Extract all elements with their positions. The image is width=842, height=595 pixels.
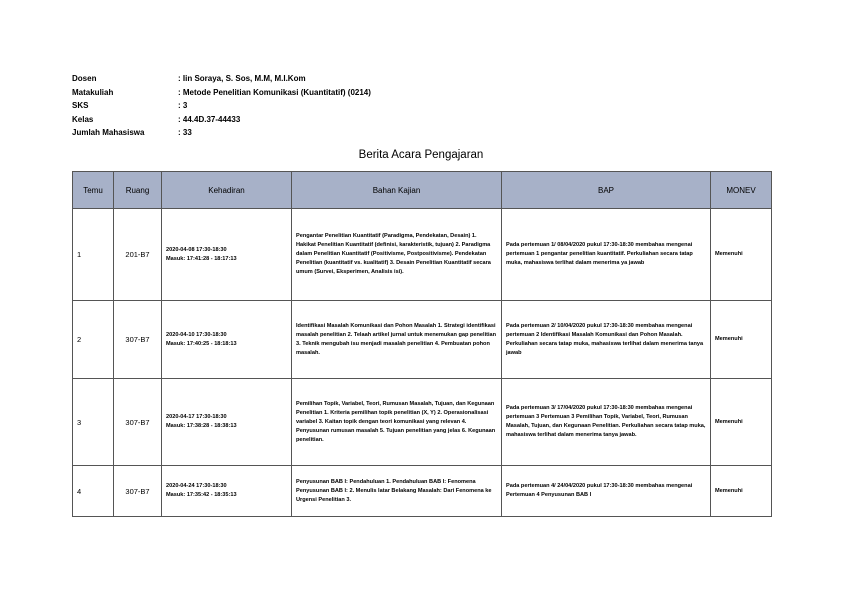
- column-header-bap: BAP: [502, 172, 711, 209]
- cell-temu: 1: [73, 209, 114, 301]
- info-row-matakuliah: [72, 86, 371, 100]
- cell-bap: Pada pertemuan 1/ 08/04/2020 pukul 17:30-18:30 membahas mengenai pertemuan 1 pengantar penelitian kuantitatif. Perkuliahan secara tatap muka, mahasiswa terlihat dalam menerima ya jawab: [502, 209, 711, 301]
- table-header-row: [73, 172, 772, 209]
- cell-monev: Memenuhi: [711, 209, 772, 301]
- info-value: : 44.4D.37-44433: [178, 114, 241, 124]
- table-row: [73, 379, 772, 466]
- kehadiran-masuk: Masuk: 17:38:28 - 18:38:13: [166, 423, 237, 429]
- kehadiran-jadwal: 2020-04-10 17:30-18:30: [166, 331, 227, 338]
- info-label: Jumlah Mahasiswa: [72, 128, 145, 137]
- info-row-kelas: [72, 113, 371, 127]
- cell-bap: Pada pertemuan 3/ 17/04/2020 pukul 17:30-18:30 membahas mengenai pertemuan 3 Pertemuan 3 Pemilihan Topik, Variabel, Teori, Rumusan Masalah, Tujuan, dan Kegunaan Penelitian. Perkuliahan secara tatap muka, mahasiswa terlihat dalam menerima tanya jawab.: [502, 379, 711, 466]
- cell-temu: 2: [73, 301, 114, 379]
- kehadiran-masuk: Masuk: 17:40:25 - 18:18:13: [166, 340, 237, 347]
- document-title: Berita Acara Pengajaran: [358, 149, 484, 161]
- kehadiran-jadwal: 2020-04-17 17:30-18:30: [166, 414, 227, 420]
- info-label: SKS: [72, 101, 89, 110]
- kehadiran-jadwal: 2020-04-08 17:30-18:30: [166, 246, 227, 253]
- cell-bahan-kajian: Pengantar Penelitian Kuantitatif (Paradigma, Pendekatan, Desain) 1. Hakikat Penelitian Kuantitatif (definisi, karakteristik, tujuan) 2. Paradigma dalam Penelitian Kuantitatif (Positivisme, Postpositivisme). Pendekatan Penelitian (kuantitatif vs. kualitatif) 3. Desain Penelitian Kuantitatif secara umum (Survei, Eksperimen, Analisis isi).: [292, 209, 502, 301]
- info-row-dosen: [72, 72, 371, 86]
- course-info: [72, 72, 371, 140]
- kehadiran-masuk: Masuk: 17:41:28 - 18:17:13: [166, 255, 237, 262]
- cell-temu: 4: [73, 466, 114, 517]
- cell-temu: 3: [73, 379, 114, 466]
- cell-bahan-kajian: Pemilihan Topik, Variabel, Teori, Rumusan Masalah, Tujuan, dan Kegunaan Penelitian 1. Kriteria pemilihan topik penelitian (X, Y) 2. Operasionalisasi variabel 3. Kaitan topik dengan teori komunikasi yang relevan 4. Penyusunan rumusan masalah 5. Tujuan penelitian yang jelas 6. Kegunaan penelitian.: [292, 379, 502, 466]
- table-row: [73, 209, 772, 301]
- column-header-kehadiran: Kehadiran: [162, 172, 292, 209]
- info-row-sks: [72, 99, 371, 113]
- kehadiran-masuk: Masuk: 17:35:42 - 18:35:13: [166, 492, 237, 498]
- column-header-ruang: Ruang: [114, 172, 162, 209]
- info-row-jumlah-mahasiswa: [72, 126, 371, 140]
- cell-bahan-kajian: Identifikasi Masalah Komunikasi dan Pohon Masalah 1. Strategi identifikasi masalah penelitian 2. Telaah artikel jurnal untuk menemukan gap penelitian 3. Teknik mengubah isu menjadi masalah penelitian 4. Pembuatan pohon masalah.: [292, 301, 502, 379]
- info-value: : Metode Penelitian Komunikasi (Kuantitatif) (0214): [178, 87, 371, 97]
- info-value: : Iin Soraya, S. Sos, M.M, M.I.Kom: [178, 74, 306, 83]
- cell-bap: Pada pertemuan 4/ 24/04/2020 pukul 17:30-18:30 membahas mengenai Pertemuan 4 Penyusunan BAB I: [502, 466, 711, 517]
- cell-monev: Memenuhi: [711, 466, 772, 517]
- cell-kehadiran: [162, 466, 292, 517]
- cell-kehadiran: [162, 301, 292, 379]
- cell-ruang: 307-B7: [114, 379, 162, 466]
- cell-monev: Memenuhi: [711, 301, 772, 379]
- cell-bahan-kajian: Penyusunan BAB I: Pendahuluan 1. Pendahuluan BAB I: Fenomena Penyusunan BAB I: 2. Menulis latar Belakang Masalah: Dari Fenomena ke Urgensi Penelitian 3.: [292, 466, 502, 517]
- cell-kehadiran: [162, 379, 292, 466]
- column-header-monev: MONEV: [711, 172, 772, 209]
- cell-monev: Memenuhi: [711, 379, 772, 466]
- cell-ruang: 307-B7: [114, 301, 162, 379]
- info-label: Matakuliah: [72, 87, 114, 97]
- info-value: : 3: [178, 101, 188, 110]
- teaching-report-table: [72, 171, 772, 517]
- cell-kehadiran: [162, 209, 292, 301]
- kehadiran-jadwal: 2020-04-24 17:30-18:30: [166, 483, 227, 489]
- table-row: [73, 301, 772, 379]
- column-header-bahan-kajian: Bahan Kajian: [292, 172, 502, 209]
- info-label: Dosen: [72, 74, 97, 83]
- info-value: : 33: [178, 128, 192, 137]
- table-row: [73, 466, 772, 517]
- column-header-temu: Temu: [73, 172, 114, 209]
- cell-ruang: 201-B7: [114, 209, 162, 301]
- cell-bap: Pada pertemuan 2/ 10/04/2020 pukul 17:30-18:30 membahas mengenai pertemuan 2 Identifikasi Masalah Komunikasi dan Pohon Masalah. Perkuliahan secara tatap muka, mahasiswa terlihat dalam menerima tanya jawab: [502, 301, 711, 379]
- cell-ruang: 307-B7: [114, 466, 162, 517]
- info-label: Kelas: [72, 114, 94, 124]
